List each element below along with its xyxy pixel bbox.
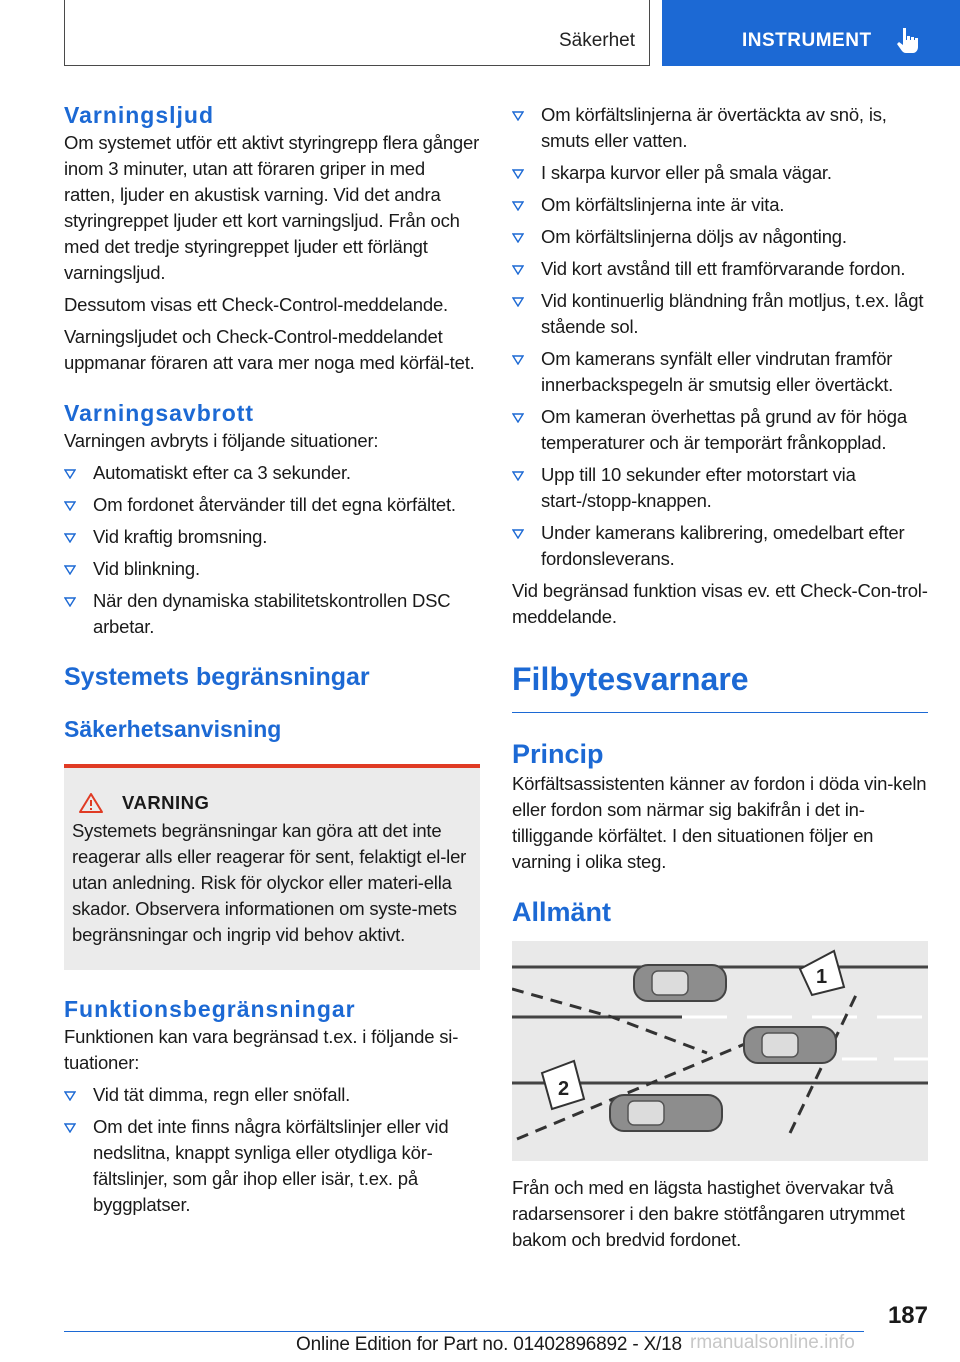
chapter-tab[interactable] bbox=[662, 0, 960, 66]
heading-varningsavbrott: Varningsavbrott bbox=[64, 400, 255, 426]
bullet-list bbox=[64, 460, 480, 640]
list-item: Upp till 10 sekunder efter motorstart via start-/stopp-knappen. bbox=[512, 462, 928, 514]
car-icon bbox=[744, 1027, 836, 1063]
page-number: 187 bbox=[887, 1302, 928, 1329]
triangle-bullet-icon bbox=[64, 533, 76, 543]
triangle-bullet-icon bbox=[64, 597, 76, 607]
edition-text: Online Edition for Part no. 01402896892 - X/18 bbox=[296, 1334, 682, 1355]
heading-sakerhetsanvisning: Säkerhetsanvisning bbox=[64, 716, 282, 742]
triangle-bullet-icon bbox=[512, 111, 524, 121]
list-item: Om kameran överhettas på grund av för höga temperaturer och är temporärt frånkopplad. bbox=[512, 404, 928, 456]
list-item: Vid kort avstånd till ett framförvarande fordon. bbox=[512, 256, 928, 282]
paragraph: Varningen avbryts i följande situationer: bbox=[64, 430, 379, 451]
paragraph: Vid begränsad funktion visas ev. ett Check-Con-trol-meddelande. bbox=[512, 580, 928, 627]
heading-allmant: Allmänt bbox=[512, 897, 612, 927]
bullet-list bbox=[64, 1082, 480, 1218]
paragraph: Från och med en lägsta hastighet övervakar två radarsensorer i den bakre stötfångaren utrymmet bakom och bredvid fordonet. bbox=[512, 1177, 905, 1250]
triangle-bullet-icon bbox=[512, 297, 524, 307]
triangle-bullet-icon bbox=[512, 169, 524, 179]
list-item: Om fordonet återvänder till det egna körfältet. bbox=[64, 492, 480, 518]
triangle-bullet-icon bbox=[64, 501, 76, 511]
warning-text: Systemets begränsningar kan göra att det inte reagerar alls eller reagerar för sent, felaktigt el-ler utan anledning. Risk för olyckor eller materi-ella skador. Observera informationen om syste-mets begränsningar och ingrip vid behov aktivt. bbox=[72, 820, 467, 945]
hand-pointer-icon bbox=[896, 26, 920, 54]
warning-box bbox=[64, 764, 480, 970]
blind-spot-illustration bbox=[512, 941, 928, 1161]
header-frame bbox=[64, 0, 650, 66]
list-item: Om det inte finns några körfältslinjer eller vid nedslitna, knappt synliga eller otydliga kör-fältslinjer, som går ihop eller isär, t.ex. på byggplatser. bbox=[64, 1114, 480, 1218]
paragraph: Varningsljudet och Check-Control-meddelandet uppmanar föraren att vara mer noga med körfäl-tet. bbox=[64, 326, 475, 373]
heading-systemets-begransningar: Systemets begränsningar bbox=[64, 663, 370, 691]
heading-princip: Princip bbox=[512, 739, 604, 769]
list-item: Om körfältslinjerna är övertäckta av snö, is, smuts eller vatten. bbox=[512, 102, 928, 154]
section-title: Säkerhet bbox=[558, 30, 635, 51]
list-item: Vid blinkning. bbox=[64, 556, 480, 582]
list-item: Vid tät dimma, regn eller snöfall. bbox=[64, 1082, 480, 1108]
list-item: Under kamerans kalibrering, omedelbart efter fordonsleverans. bbox=[512, 520, 928, 572]
triangle-bullet-icon bbox=[512, 265, 524, 275]
divider bbox=[512, 712, 928, 713]
road-diagram bbox=[512, 941, 928, 1161]
heading-varningsljud: Varningsljud bbox=[64, 102, 215, 128]
triangle-bullet-icon bbox=[512, 201, 524, 211]
list-item: Vid kraftig bromsning. bbox=[64, 524, 480, 550]
chapter-tab-label: INSTRUMENT bbox=[742, 30, 872, 51]
paragraph: Om systemet utför ett aktivt styringrepp flera gånger inom 3 minuter, utan att föraren griper in med ratten, ljuder en akustisk varning. Vid det andra styringreppet ljuder ett kort varningsljud. Från och med det tredje styringreppet ljuder ett förlängt varningsljud. bbox=[64, 132, 480, 283]
svg-text:1: 1 bbox=[816, 966, 828, 988]
triangle-bullet-icon bbox=[512, 471, 524, 481]
watermark: rmanualsonline.info bbox=[690, 1332, 855, 1353]
triangle-bullet-icon bbox=[64, 469, 76, 479]
svg-text:2: 2 bbox=[558, 1078, 570, 1100]
paragraph: Körfältsassistenten känner av fordon i döda vin-keln eller fordon som närmar sig bakifrån i det in-tilliggande körfältet. I den situationen följer en varning i olika steg. bbox=[512, 773, 927, 872]
chapter-title: Filbytesvarnare bbox=[512, 661, 749, 697]
triangle-bullet-icon bbox=[64, 1091, 76, 1101]
warning-header bbox=[78, 792, 472, 814]
heading-funktionsbegransningar: Funktionsbegränsningar bbox=[64, 996, 356, 1022]
list-item: Om kamerans synfält eller vindrutan framför innerbackspegeln är smutsig eller övertäckt. bbox=[512, 346, 928, 398]
list-item: I skarpa kurvor eller på smala vägar. bbox=[512, 160, 928, 186]
triangle-bullet-icon bbox=[64, 1123, 76, 1133]
triangle-bullet-icon bbox=[64, 565, 76, 575]
car-icon bbox=[634, 965, 726, 1001]
list-item: Om körfältslinjerna döljs av någonting. bbox=[512, 224, 928, 250]
triangle-bullet-icon bbox=[512, 355, 524, 365]
car-icon bbox=[610, 1095, 722, 1131]
warning-label: VARNING bbox=[122, 792, 210, 813]
right-column bbox=[512, 102, 928, 1253]
warning-triangle-icon bbox=[78, 792, 104, 814]
triangle-bullet-icon bbox=[512, 529, 524, 539]
paragraph: Dessutom visas ett Check-Control-meddelande. bbox=[64, 294, 448, 315]
bullet-list bbox=[512, 102, 928, 572]
list-item: När den dynamiska stabilitetskontrollen DSC arbetar. bbox=[64, 588, 480, 640]
left-column bbox=[64, 100, 480, 1218]
triangle-bullet-icon bbox=[512, 233, 524, 243]
triangle-bullet-icon bbox=[512, 413, 524, 423]
list-item: Automatiskt efter ca 3 sekunder. bbox=[64, 460, 480, 486]
list-item: Om körfältslinjerna inte är vita. bbox=[512, 192, 928, 218]
paragraph: Funktionen kan vara begränsad t.ex. i följande si-tuationer: bbox=[64, 1026, 459, 1073]
list-item: Vid kontinuerlig bländning från motljus, t.ex. lågt stående sol. bbox=[512, 288, 928, 340]
